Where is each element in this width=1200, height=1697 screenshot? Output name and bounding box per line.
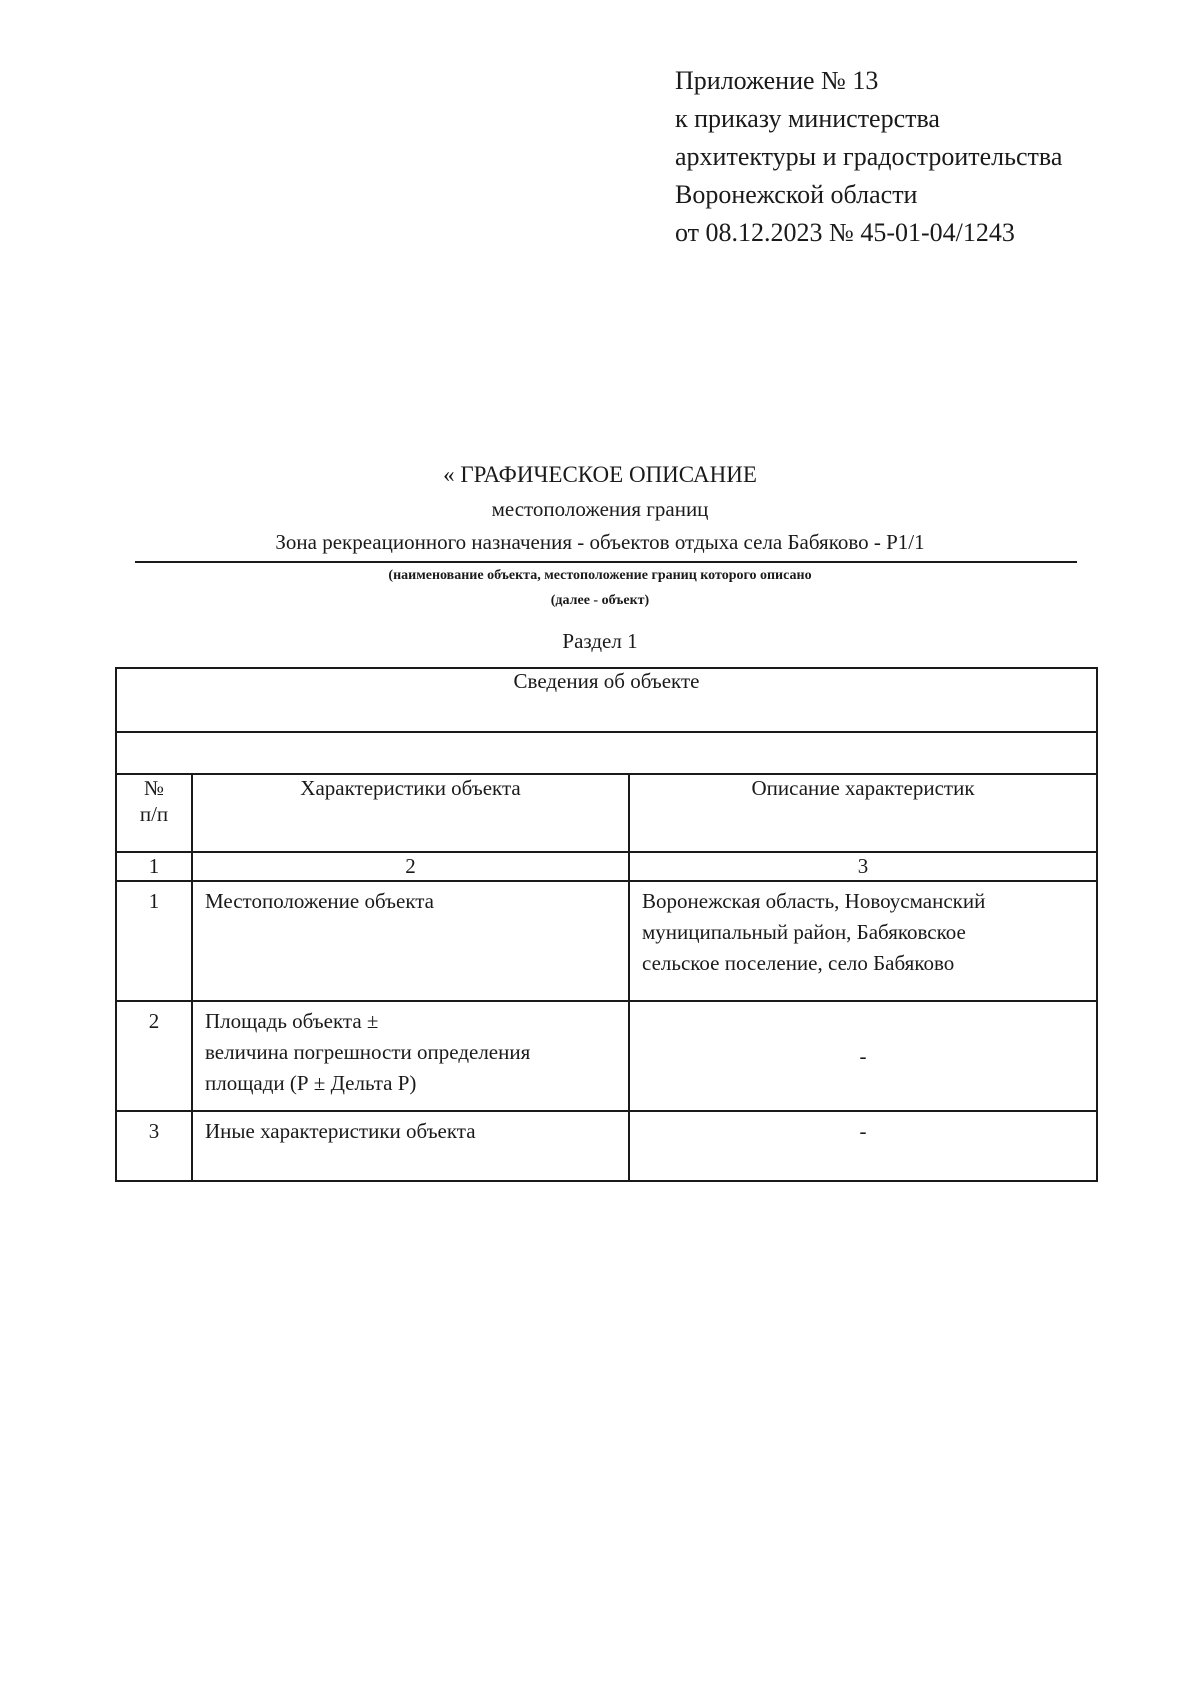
table-row xyxy=(116,881,1097,1001)
text-line: Воронежская область, Новоусманский xyxy=(642,889,986,913)
row-num: 3 xyxy=(116,1111,192,1181)
table-index-row xyxy=(116,852,1097,881)
appendix-line: Приложение № 13 xyxy=(675,66,879,95)
index-cell: 3 xyxy=(629,852,1097,881)
section-title: Раздел 1 xyxy=(562,629,638,653)
appendix-line: архитектуры и градостроительства xyxy=(675,142,1063,171)
text-line: муниципальный район, Бабяковское xyxy=(642,920,966,944)
table-row xyxy=(116,1111,1097,1181)
object-name-note-continued: (далее - объект) xyxy=(550,593,650,608)
appendix-line: Воронежской области xyxy=(675,180,918,209)
header-num-line: № xyxy=(143,776,165,800)
text-line: - xyxy=(859,1043,867,1068)
header-num-line: п/п xyxy=(139,802,169,826)
empty-cell xyxy=(116,732,1097,774)
row-num: 2 xyxy=(116,1001,192,1111)
row-characteristic xyxy=(192,1111,629,1181)
index-cell: 2 xyxy=(192,852,629,881)
row-num: 1 xyxy=(116,881,192,1001)
header-characteristics: Характеристики объекта xyxy=(192,774,629,852)
text-line: - xyxy=(859,1119,867,1143)
row-description xyxy=(629,1001,1097,1111)
table-row xyxy=(116,1001,1097,1111)
text-line: сельское поселение, село Бабяково xyxy=(642,951,955,975)
text-line: площади (Р ± Дельта Р) xyxy=(205,1071,417,1095)
document-title: « ГРАФИЧЕСКОЕ ОПИСАНИЕ xyxy=(443,462,757,487)
appendix-line: от 08.12.2023 № 45-01-04/1243 xyxy=(675,218,1015,247)
text-line: Площадь объекта ± xyxy=(205,1009,379,1033)
table-caption: Сведения об объекте xyxy=(116,668,1097,732)
text-line: Иные характеристики объекта xyxy=(205,1119,476,1143)
document-subtitle: местоположения границ xyxy=(491,497,709,521)
table-empty-row xyxy=(116,732,1097,774)
appendix-block xyxy=(675,62,1062,252)
index-cell: 1 xyxy=(116,852,192,881)
table-caption-row xyxy=(116,668,1097,732)
underline-divider xyxy=(135,561,1077,563)
table-header-row xyxy=(116,774,1097,852)
text-line: величина погрешности определения xyxy=(205,1040,531,1064)
row-description xyxy=(629,1111,1097,1181)
row-characteristic xyxy=(192,881,629,1001)
header-num xyxy=(116,774,192,852)
text-line: Местоположение объекта xyxy=(205,889,435,913)
object-info-table xyxy=(115,667,1098,1182)
row-characteristic xyxy=(192,1001,629,1111)
header-description: Описание характеристик xyxy=(629,774,1097,852)
row-description xyxy=(629,881,1097,1001)
object-name: Зона рекреационного назначения - объектов отдыха села Бабяково - Р1/1 xyxy=(275,530,925,554)
appendix-line: к приказу министерства xyxy=(675,104,940,133)
object-name-note: (наименование объекта, местоположение границ которого описано xyxy=(388,568,812,583)
